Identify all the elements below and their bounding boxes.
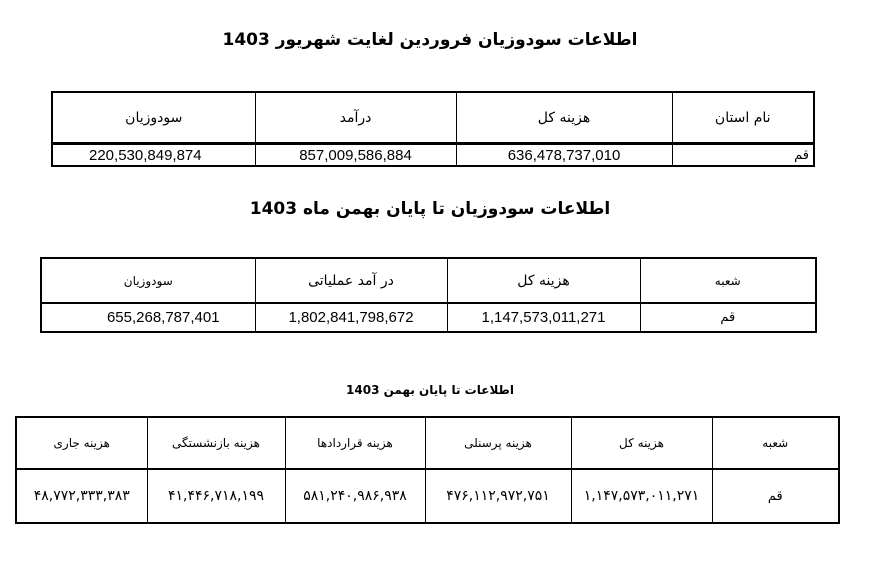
cell-total-cost: 636,478,737,010 (456, 144, 672, 167)
cell-profit-loss: 655,268,787,401 (41, 303, 255, 332)
header-profit-loss: سودوزیان (52, 92, 255, 144)
header-branch: شعبه (640, 258, 816, 303)
header-total-cost: هزینه کل (447, 258, 640, 303)
cell-contracts-cost: ۵۸۱,۲۴۰,۹۸۶,۹۳۸ (285, 469, 425, 523)
cost-breakdown-table (15, 416, 840, 524)
section1-title: اطلاعات سودوزیان فروردین لغایت شهریور 1403 (222, 30, 638, 50)
cell-personnel-cost: ۴۷۶,۱۱۲,۹۷۲,۷۵۱ (425, 469, 571, 523)
table-row (16, 469, 839, 523)
cell-total-cost: ۱,۱۴۷,۵۷۳,۰۱۱,۲۷۱ (571, 469, 712, 523)
header-total-cost: هزینه کل (571, 417, 712, 469)
cell-branch: قم (640, 303, 816, 332)
cell-current-cost: ۴۸,۷۷۲,۳۳۳,۳۸۳ (16, 469, 147, 523)
header-branch: شعبه (712, 417, 839, 469)
cell-total-cost: 1,147,573,011,271 (447, 303, 640, 332)
section3-title: اطلاعات تا پایان بهمن 1403 (346, 383, 514, 397)
header-province: نام استان (672, 92, 814, 144)
table-header-row (52, 92, 814, 144)
cell-operating-income: 1,802,841,798,672 (255, 303, 447, 332)
header-current-cost: هزینه جاری (16, 417, 147, 469)
header-operating-income: در آمد عملیاتی (255, 258, 447, 303)
cell-income: 857,009,586,884 (255, 144, 456, 167)
header-profit-loss: سودوزیان (41, 258, 255, 303)
cell-profit-loss: 220,530,849,874 (52, 144, 255, 167)
table-row (52, 144, 814, 167)
section2-title: اطلاعات سودوزیان تا پایان بهمن ماه 1403 (249, 199, 611, 219)
header-retirement-cost: هزینه بازنشستگی (147, 417, 285, 469)
cell-branch: قم (712, 469, 839, 523)
table-header-row (16, 417, 839, 469)
header-total-cost: هزینه کل (456, 92, 672, 144)
header-income: درآمد (255, 92, 456, 144)
header-contracts-cost: هزینه قراردادها (285, 417, 425, 469)
table-header-row (41, 258, 816, 303)
cell-province: قم (672, 144, 814, 167)
table-row (41, 303, 816, 332)
cell-retirement-cost: ۴۱,۴۴۶,۷۱۸,۱۹۹ (147, 469, 285, 523)
profit-loss-table-1 (51, 91, 815, 167)
header-personnel-cost: هزینه پرسنلی (425, 417, 571, 469)
profit-loss-table-2 (40, 257, 817, 333)
